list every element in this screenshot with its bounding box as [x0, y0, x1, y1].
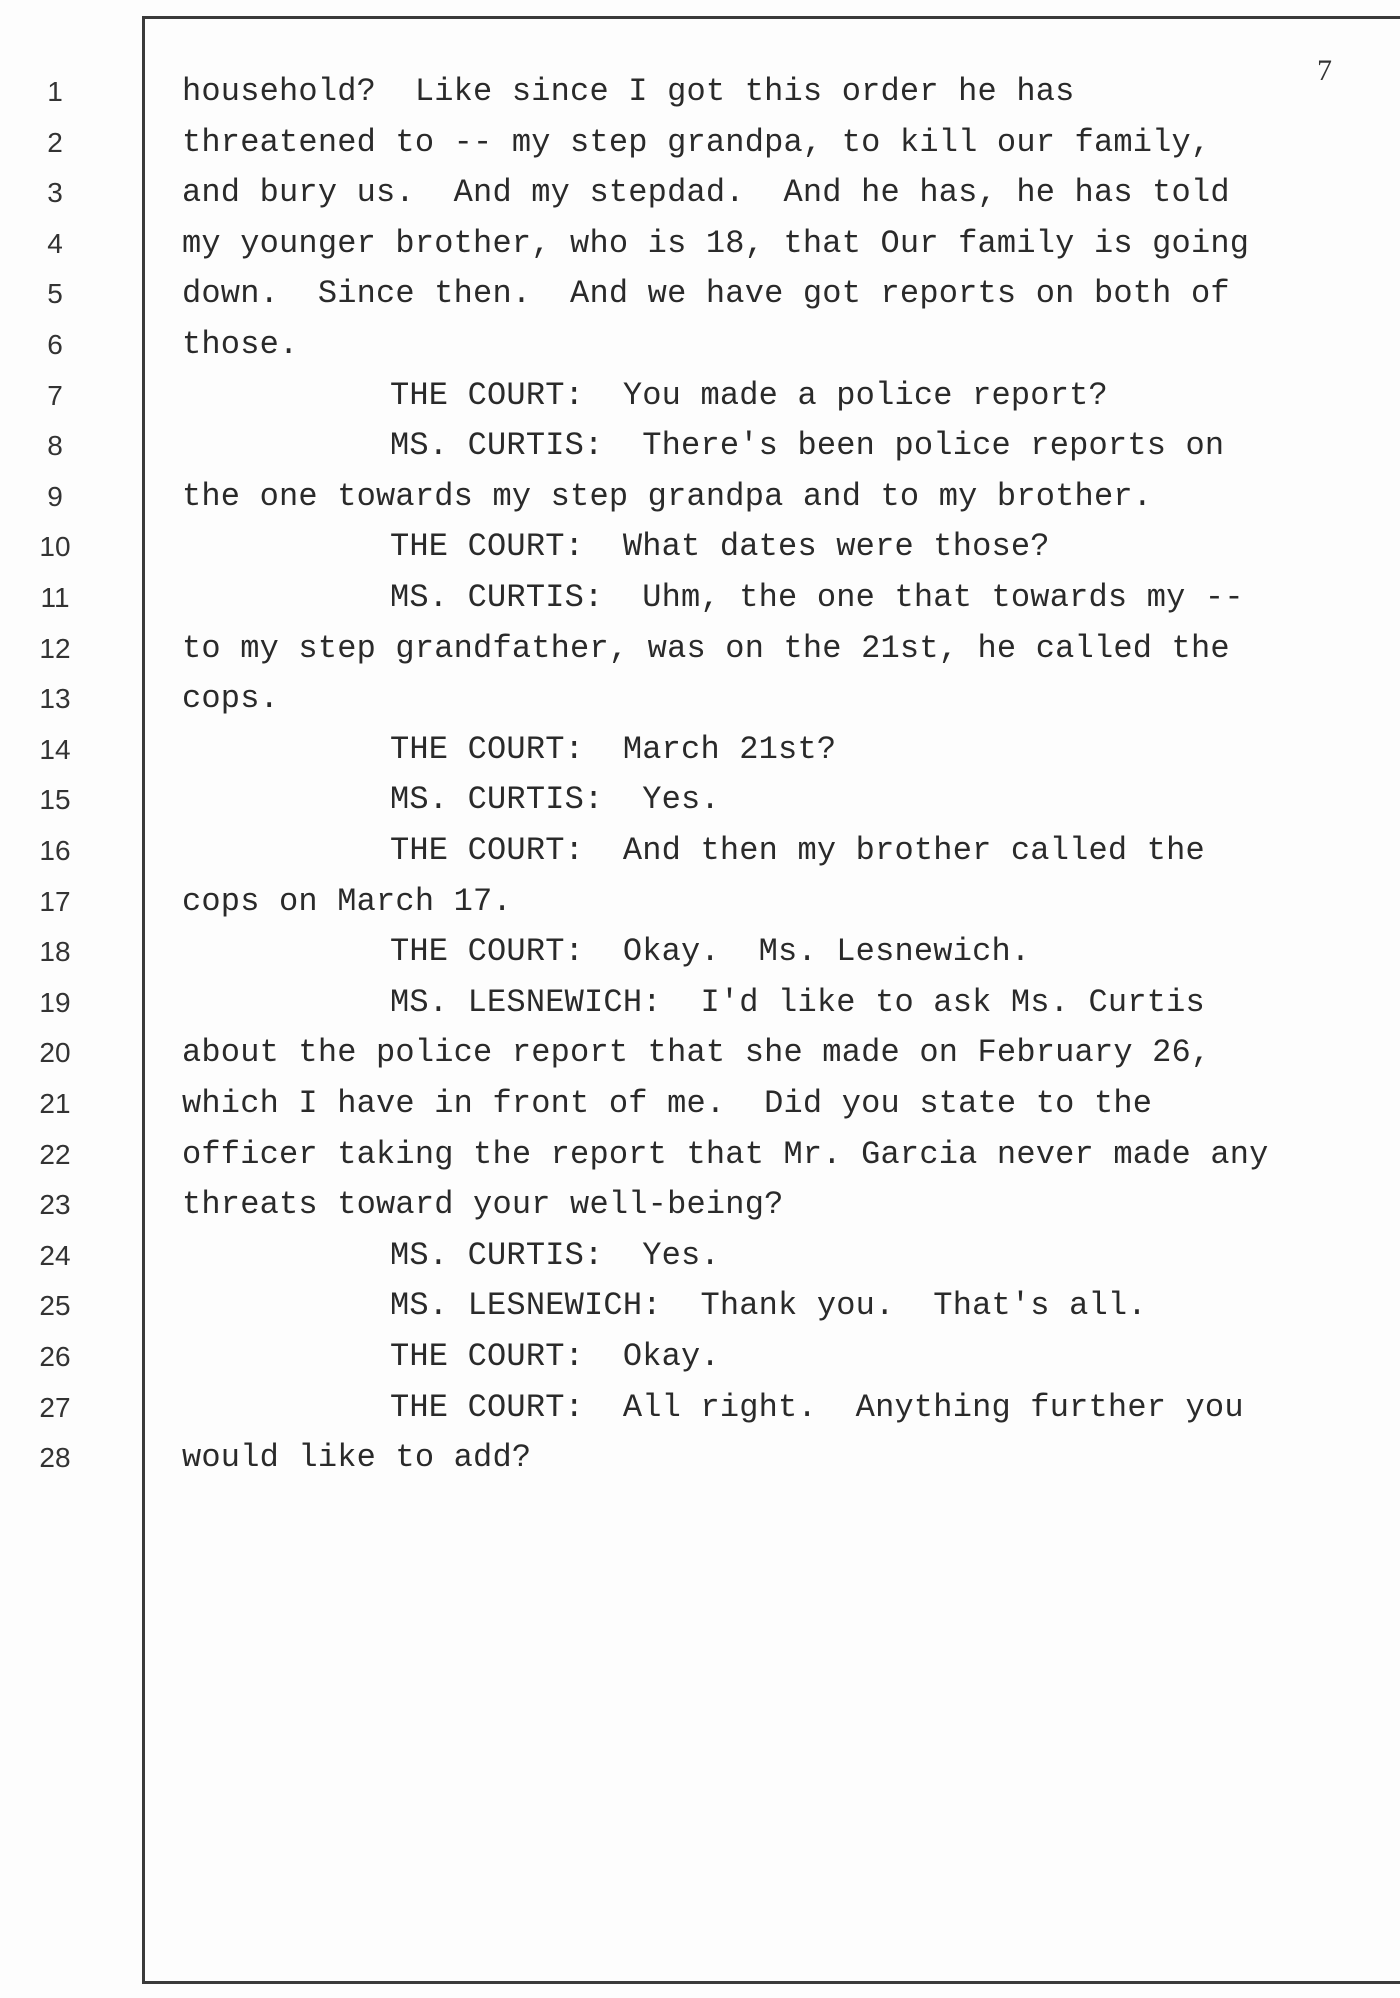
- line-number: 10: [39, 531, 71, 562]
- line-number: 14: [39, 734, 71, 765]
- transcript-line: officer taking the report that Mr. Garcia never made any: [182, 1136, 1269, 1173]
- transcript-line: THE COURT: And then my brother called the: [390, 832, 1205, 869]
- transcript-line: about the police report that she made on February 26,: [182, 1034, 1211, 1071]
- transcript-line: THE COURT: All right. Anything further you: [390, 1389, 1244, 1426]
- line-number: 19: [39, 987, 71, 1018]
- transcript-line: and bury us. And my stepdad. And he has, he has told: [182, 174, 1230, 211]
- line-number: 20: [39, 1037, 71, 1068]
- line-number: 9: [47, 481, 63, 512]
- line-number: 26: [39, 1341, 71, 1372]
- transcript-line: THE COURT: Okay. Ms. Lesnewich.: [390, 933, 1031, 970]
- line-number: 11: [40, 582, 70, 613]
- line-number: 2: [47, 127, 63, 158]
- transcript-line: THE COURT: What dates were those?: [390, 528, 1050, 565]
- transcript-line: the one towards my step grandpa and to my brother.: [182, 478, 1153, 515]
- line-number: 13: [39, 683, 71, 714]
- transcript-line: THE COURT: You made a police report?: [390, 377, 1108, 414]
- line-number: 6: [47, 329, 63, 360]
- transcript-line: cops.: [182, 680, 280, 717]
- line-number: 15: [39, 784, 71, 815]
- transcript-line: MS. LESNEWICH: Thank you. That's all.: [390, 1287, 1147, 1324]
- line-number: 7: [47, 380, 63, 411]
- transcript-line: household? Like since I got this order he has: [182, 73, 1075, 110]
- transcript-line: would like to add?: [182, 1439, 532, 1476]
- transcript-line: which I have in front of me. Did you state to the: [182, 1085, 1153, 1122]
- transcript-line: threatened to -- my step grandpa, to kill our family,: [182, 124, 1211, 161]
- line-number: 23: [39, 1189, 71, 1220]
- transcript-line: MS. CURTIS: Uhm, the one that towards my --: [390, 579, 1244, 616]
- transcript-line: MS. LESNEWICH: I'd like to ask Ms. Curtis: [390, 984, 1205, 1021]
- line-number: 16: [39, 835, 71, 866]
- transcript-line: threats toward your well-being?: [182, 1186, 784, 1223]
- transcript-line: down. Since then. And we have got reports on both of: [182, 275, 1230, 312]
- transcript-line: THE COURT: Okay.: [390, 1338, 720, 1375]
- line-number: 5: [47, 278, 63, 309]
- transcript-line: MS. CURTIS: Yes.: [390, 1237, 720, 1274]
- line-number: 28: [39, 1442, 71, 1473]
- line-number: 21: [39, 1088, 71, 1119]
- transcript-line: THE COURT: March 21st?: [390, 731, 837, 768]
- line-number: 3: [47, 177, 63, 208]
- transcript-line: cops on March 17.: [182, 883, 512, 920]
- line-number: 18: [39, 936, 71, 967]
- line-number: 25: [39, 1290, 71, 1321]
- line-number: 17: [39, 886, 71, 917]
- transcript-line: to my step grandfather, was on the 21st, he called the: [182, 630, 1230, 667]
- line-number: 27: [39, 1392, 71, 1423]
- line-number: 22: [39, 1139, 71, 1170]
- transcript-line: MS. CURTIS: There's been police reports on: [390, 427, 1225, 464]
- page-number: 7: [1317, 54, 1332, 87]
- line-number: 8: [47, 430, 63, 461]
- line-number: 24: [39, 1240, 71, 1271]
- line-number: 4: [47, 228, 63, 259]
- line-number: 1: [47, 76, 63, 107]
- transcript-line: those.: [182, 326, 299, 363]
- transcript-line: my younger brother, who is 18, that Our family is going: [182, 225, 1250, 262]
- transcript-line: MS. CURTIS: Yes.: [390, 781, 720, 818]
- line-number: 12: [39, 633, 71, 664]
